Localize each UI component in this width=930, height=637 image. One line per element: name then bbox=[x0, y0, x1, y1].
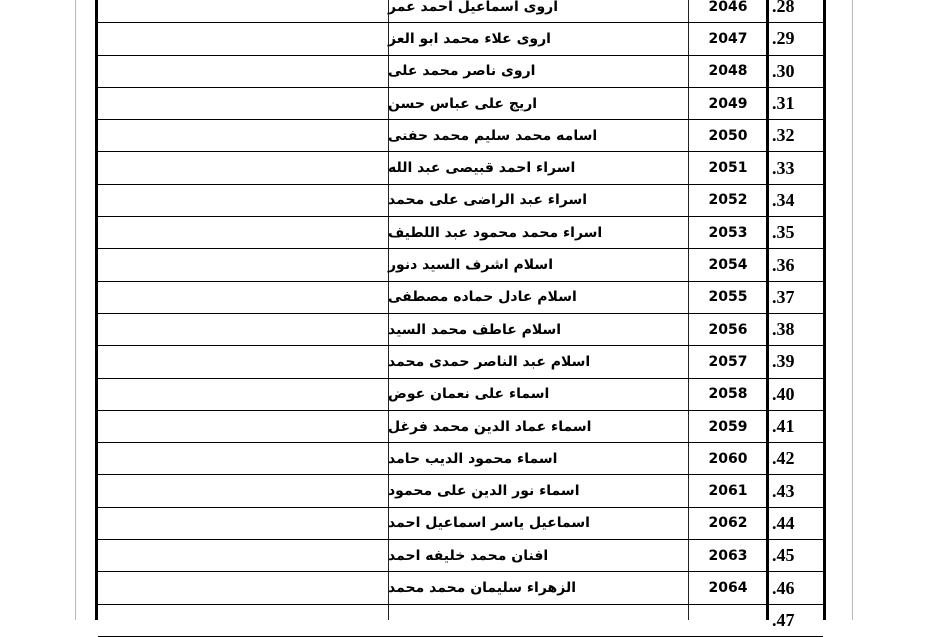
table-row bbox=[98, 282, 823, 314]
student-code: 2064 bbox=[708, 580, 748, 597]
empty-cell bbox=[98, 314, 388, 345]
table-row bbox=[98, 185, 823, 217]
table-row bbox=[98, 249, 823, 281]
row-number: .45 bbox=[772, 545, 795, 566]
student-code: 2055 bbox=[708, 289, 748, 306]
empty-cell bbox=[98, 282, 388, 313]
row-number: .33 bbox=[772, 157, 795, 178]
student-code: 2058 bbox=[708, 386, 748, 403]
student-name: اسلام عادل حماده مصطفى bbox=[388, 289, 577, 306]
student-code: 2050 bbox=[708, 127, 748, 144]
table-row bbox=[98, 443, 823, 475]
student-name: اسلام عبد الناصر حمدى محمد bbox=[388, 353, 591, 370]
student-code: 2063 bbox=[708, 547, 748, 564]
table-row bbox=[98, 23, 823, 55]
empty-cell bbox=[98, 411, 388, 442]
empty-cell bbox=[98, 508, 388, 539]
empty-cell bbox=[98, 605, 388, 636]
student-code: 2047 bbox=[708, 30, 748, 47]
table-row bbox=[98, 508, 823, 540]
table-row bbox=[98, 153, 823, 185]
row-number: .35 bbox=[772, 222, 795, 243]
table-row bbox=[98, 88, 823, 120]
student-code: 2056 bbox=[708, 321, 748, 338]
row-number: .28 bbox=[772, 0, 795, 17]
student-code: 2054 bbox=[708, 257, 748, 274]
student-name: الزهراء سليمان محمد محمد bbox=[388, 580, 577, 597]
empty-cell bbox=[98, 56, 388, 87]
student-code: 2062 bbox=[708, 515, 748, 532]
empty-cell bbox=[98, 540, 388, 571]
student-code bbox=[688, 605, 768, 636]
row-number: .38 bbox=[772, 319, 795, 340]
student-name: اسلام اشرف السيد دنور bbox=[388, 257, 553, 274]
student-code: 2046 bbox=[708, 0, 748, 15]
table-row bbox=[98, 217, 823, 249]
empty-cell bbox=[98, 379, 388, 410]
row-number: .32 bbox=[772, 125, 795, 146]
table-row bbox=[98, 0, 823, 23]
student-name: اسماء محمود الديب حامد bbox=[388, 450, 558, 467]
page-right-edge bbox=[852, 0, 853, 620]
row-number: .29 bbox=[772, 28, 795, 49]
empty-cell bbox=[98, 249, 388, 280]
student-name: اسامه محمد سليم محمد حفنى bbox=[388, 127, 598, 144]
empty-cell bbox=[98, 23, 388, 54]
student-name: اريج على عباس حسن bbox=[388, 95, 538, 112]
student-name bbox=[388, 605, 684, 636]
table-row bbox=[98, 572, 823, 604]
table-row bbox=[98, 120, 823, 152]
row-number: .39 bbox=[772, 351, 795, 372]
empty-cell bbox=[98, 120, 388, 151]
empty-cell bbox=[98, 572, 388, 603]
row-number: .34 bbox=[772, 189, 795, 210]
row-number: .42 bbox=[772, 448, 795, 469]
student-name: اسراء احمد قبيصى عبد الله bbox=[388, 160, 576, 177]
student-code: 2061 bbox=[708, 483, 748, 500]
table-row bbox=[98, 476, 823, 508]
student-name: اروى ناصر محمد على bbox=[388, 63, 536, 80]
empty-cell bbox=[98, 0, 388, 22]
row-number: .47 bbox=[772, 609, 795, 630]
student-code: 2051 bbox=[708, 160, 748, 177]
student-name: اسماء نور الدين على محمود bbox=[388, 483, 580, 500]
row-number: .44 bbox=[772, 512, 795, 533]
student-code: 2060 bbox=[708, 450, 748, 467]
student-code: 2049 bbox=[708, 95, 748, 112]
student-name: اسماء عماد الدين محمد فرغل bbox=[388, 418, 592, 435]
student-name: افنان محمد خليفه احمد bbox=[388, 547, 549, 564]
student-code: 2052 bbox=[708, 192, 748, 209]
row-number: .31 bbox=[772, 93, 795, 114]
empty-cell bbox=[98, 476, 388, 507]
student-name: اروى اسماعيل احمد عمر bbox=[388, 0, 559, 15]
empty-cell bbox=[98, 88, 388, 119]
table-row bbox=[98, 346, 823, 378]
empty-cell bbox=[98, 443, 388, 474]
row-number: .36 bbox=[772, 254, 795, 275]
empty-cell bbox=[98, 153, 388, 184]
student-code: 2048 bbox=[708, 63, 748, 80]
empty-cell bbox=[98, 185, 388, 216]
student-name: اسماء على نعمان عوض bbox=[388, 386, 550, 403]
student-name: اروى علاء محمد ابو العز bbox=[388, 30, 551, 47]
table-row bbox=[98, 540, 823, 572]
table-row bbox=[98, 379, 823, 411]
row-number: .43 bbox=[772, 480, 795, 501]
row-number: .30 bbox=[772, 60, 795, 81]
row-number: .37 bbox=[772, 286, 795, 307]
student-code: 2057 bbox=[708, 353, 748, 370]
table-row bbox=[98, 56, 823, 88]
student-code: 2059 bbox=[708, 418, 748, 435]
student-code: 2053 bbox=[708, 224, 748, 241]
empty-cell bbox=[98, 217, 388, 248]
student-name: اسراء محمد محمود عبد اللطيف bbox=[388, 224, 603, 241]
student-name: اسماعيل ياسر اسماعيل احمد bbox=[388, 515, 590, 532]
row-number: .40 bbox=[772, 383, 795, 404]
row-number: .46 bbox=[772, 577, 795, 598]
table-row bbox=[98, 314, 823, 346]
students-table bbox=[98, 0, 823, 630]
page-left-edge bbox=[75, 0, 76, 620]
row-number: .41 bbox=[772, 416, 795, 437]
empty-cell bbox=[98, 346, 388, 377]
student-name: اسلام عاطف محمد السيد bbox=[388, 321, 562, 338]
table-row bbox=[98, 605, 823, 637]
table-row bbox=[98, 411, 823, 443]
student-name: اسراء عبد الراضى على محمد bbox=[388, 192, 588, 209]
